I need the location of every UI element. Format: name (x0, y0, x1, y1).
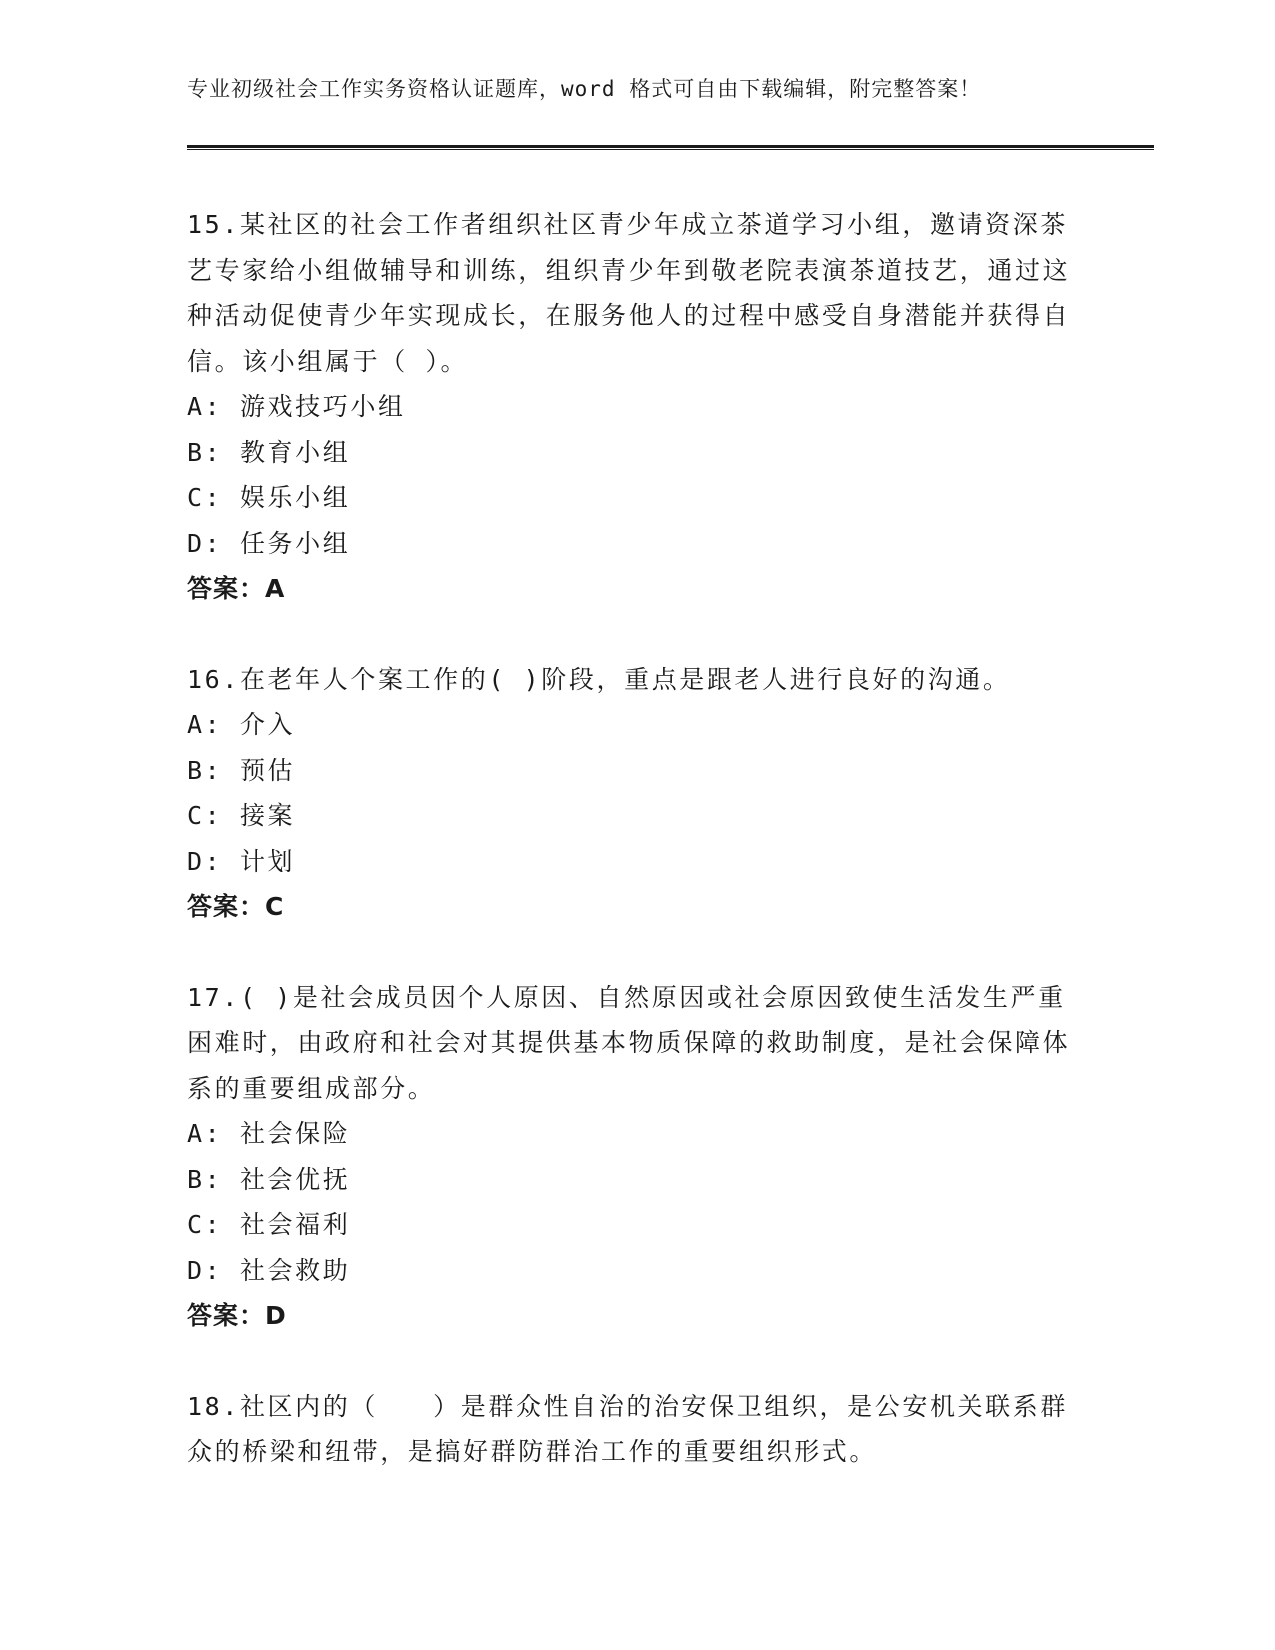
option-d: D: 社会救助 (187, 1255, 351, 1285)
question-stem: 17.( )是社会成员因个人原因、自然原因或社会原因致使生活发生严重困难时，由政府和社会对其提供基本物质保障的救助制度，是社会保障体系的重要组成部分。 (187, 982, 1071, 1103)
question-stem: 16.在老年人个案工作的( )阶段，重点是跟老人进行良好的沟通。 (187, 664, 1011, 694)
option-a: A: 介入 (187, 710, 296, 739)
option-c: C: 娱乐小组 (187, 483, 351, 512)
question-stem: 18.社区内的（ ）是群众性自治的治安保卫组织，是公安机关联系群众的桥梁和纽带，是搞好群防群治工作的重要组织形式。 (187, 1391, 1068, 1466)
answer: 答案：A (187, 574, 286, 603)
option-a: A: 社会保险 (187, 1119, 351, 1148)
question-17 (187, 975, 1087, 1339)
answer: 答案：D (187, 1301, 287, 1330)
question-stem: 15.某社区的社会工作者组织社区青少年成立茶道学习小组，邀请资深茶艺专家给小组做辅导和训练，组织青少年到敬老院表演茶道技艺，通过这种活动促使青少年实现成长，在服务他人的过程中感受自身潜能并获得自信。该小组属于（ ）。 (187, 210, 1071, 376)
option-b: B: 教育小组 (187, 437, 351, 467)
option-d: D: 任务小组 (187, 528, 351, 558)
question-15 (187, 202, 1087, 612)
answer: 答案：C (187, 892, 285, 921)
option-d: D: 计划 (187, 846, 296, 876)
question-list (187, 202, 1087, 1520)
page-header: 专业初级社会工作实务资格认证题库，word 格式可自由下载编辑，附完整答案！ (187, 77, 982, 101)
question-16 (187, 657, 1087, 930)
option-b: B: 预估 (187, 755, 296, 785)
option-a: A: 游戏技巧小组 (187, 392, 406, 421)
option-b: B: 社会优抚 (187, 1164, 351, 1194)
option-c: C: 接案 (187, 801, 296, 830)
option-c: C: 社会福利 (187, 1210, 351, 1239)
header-divider (187, 145, 1154, 150)
question-18 (187, 1384, 1087, 1475)
